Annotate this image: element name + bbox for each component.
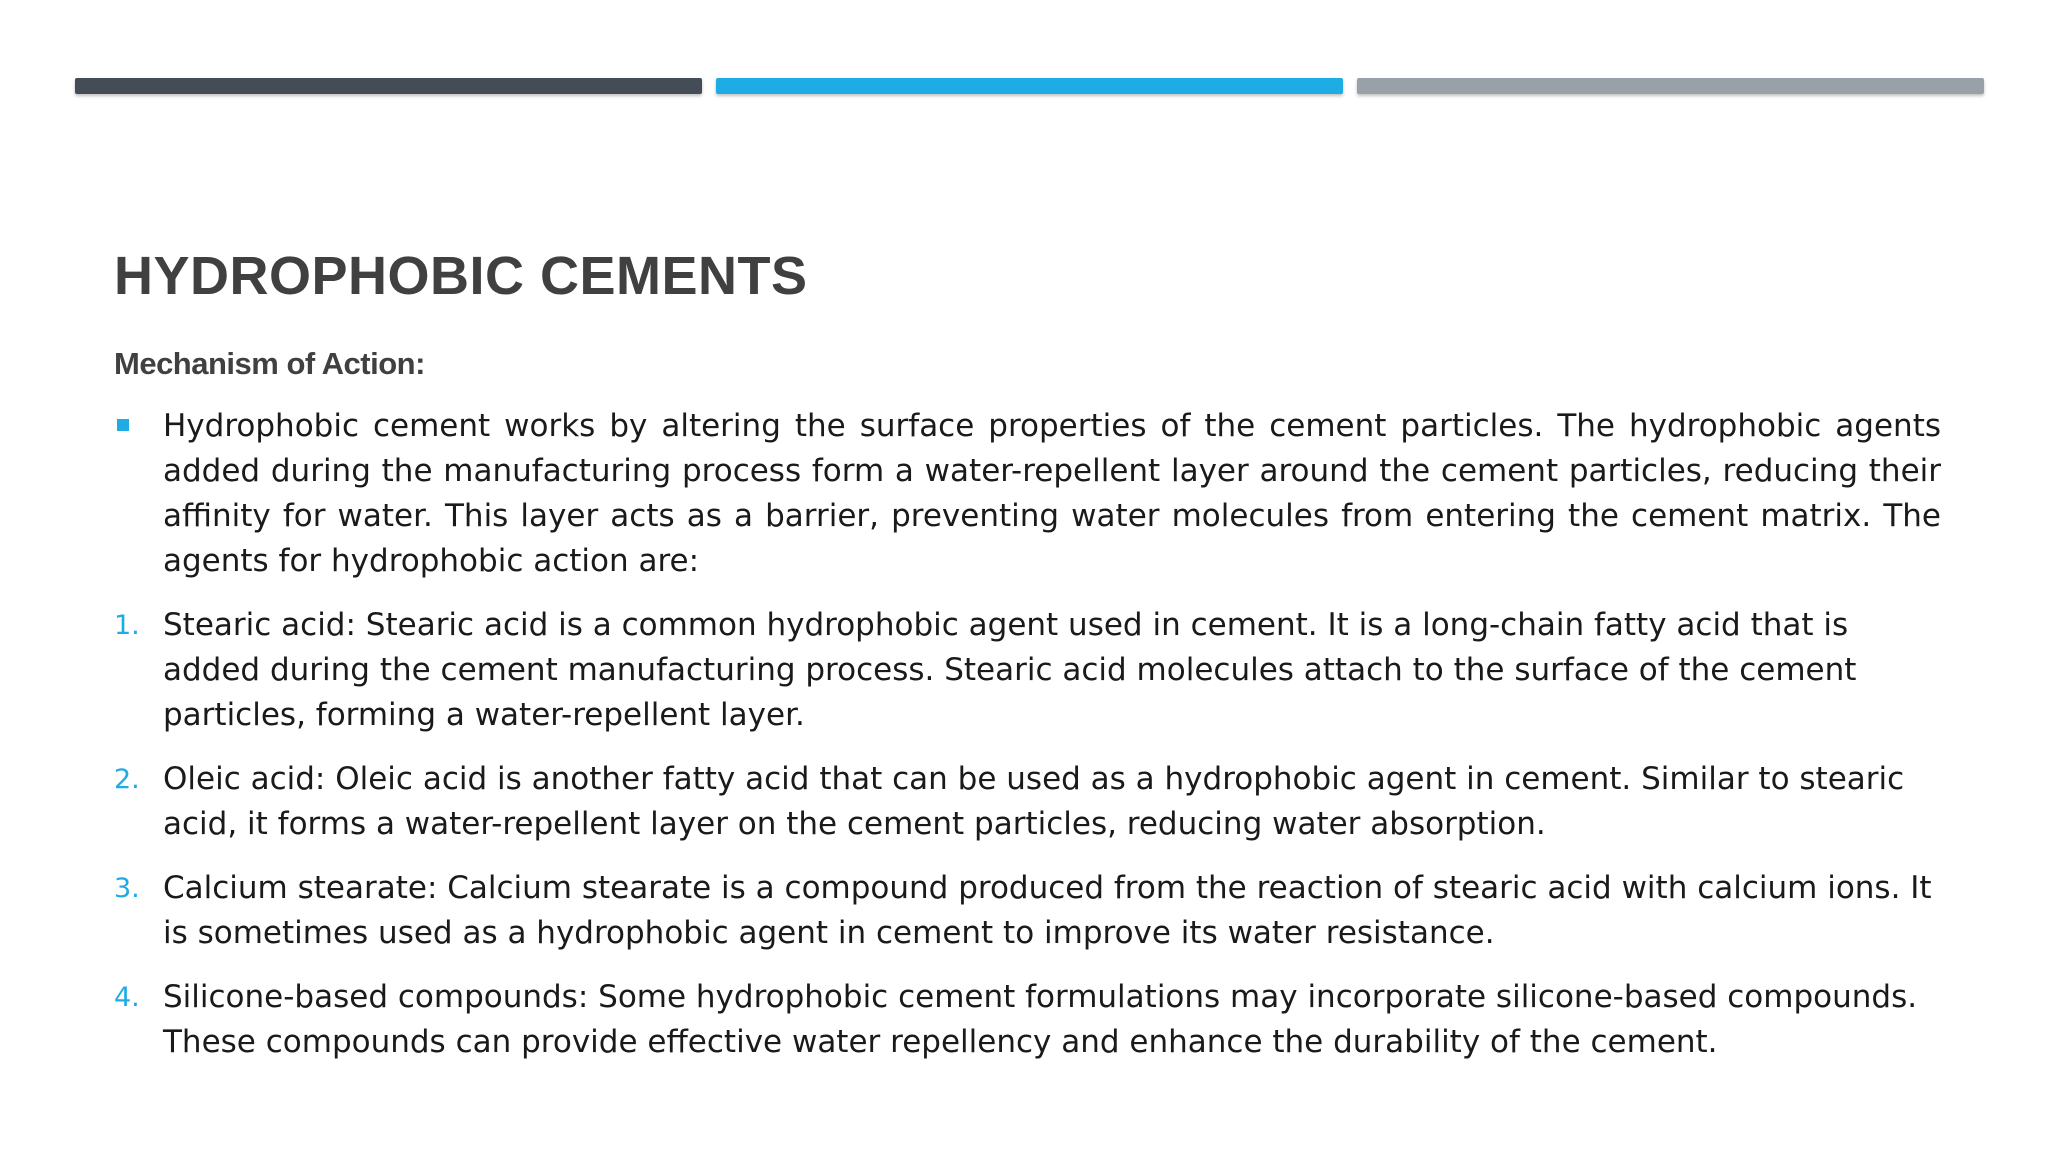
- slide-body: [114, 404, 1941, 1065]
- bullet-item: [114, 404, 1941, 584]
- slide-title: HYDROPHOBIC CEMENTS: [114, 246, 808, 306]
- list-number: 3.: [114, 873, 140, 904]
- list-item: [114, 603, 1941, 738]
- header-bar-gray: [1357, 78, 1984, 94]
- section-subheading: Mechanism of Action:: [114, 346, 425, 381]
- list-item-text: Silicone-based compounds: Some hydrophobic cement formulations may incorporate silicone-based compounds. These compounds can provide effective water repellency and enhance the durability of the cement.: [163, 979, 1918, 1060]
- list-number: 2.: [114, 764, 140, 795]
- square-bullet-icon: [117, 419, 129, 431]
- header-bar-dark: [75, 78, 702, 94]
- list-item-text: Oleic acid: Oleic acid is another fatty acid that can be used as a hydrophobic agent in cement. Similar to stearic acid, it forms a water-repellent layer on the cement particles, reducing water absorption.: [163, 761, 1905, 842]
- list-item-text: Stearic acid: Stearic acid is a common hydrophobic agent used in cement. It is a long-chain fatty acid that is added during the cement manufacturing process. Stearic acid molecules attach to the surface of the cement particles, forming a water-repellent layer.: [163, 607, 1857, 733]
- list-number: 4.: [114, 982, 140, 1013]
- list-number: 1.: [114, 610, 140, 641]
- list-item-text: Calcium stearate: Calcium stearate is a compound produced from the reaction of stearic acid with calcium ions. It is sometimes used as a hydrophobic agent in cement to improve its water resistance.: [163, 870, 1932, 951]
- list-item: [114, 757, 1941, 847]
- list-item: [114, 975, 1941, 1065]
- bullet-text: Hydrophobic cement works by altering the surface properties of the cement particles. The hydrophobic agents added during the manufacturing process form a water-repellent layer around the cement particles, reducing their affinity for water. This layer acts as a barrier, preventing water molecules from entering the cement matrix. The agents for hydrophobic action are:: [163, 408, 1941, 579]
- list-item: [114, 866, 1941, 956]
- header-bar-blue: [716, 78, 1343, 94]
